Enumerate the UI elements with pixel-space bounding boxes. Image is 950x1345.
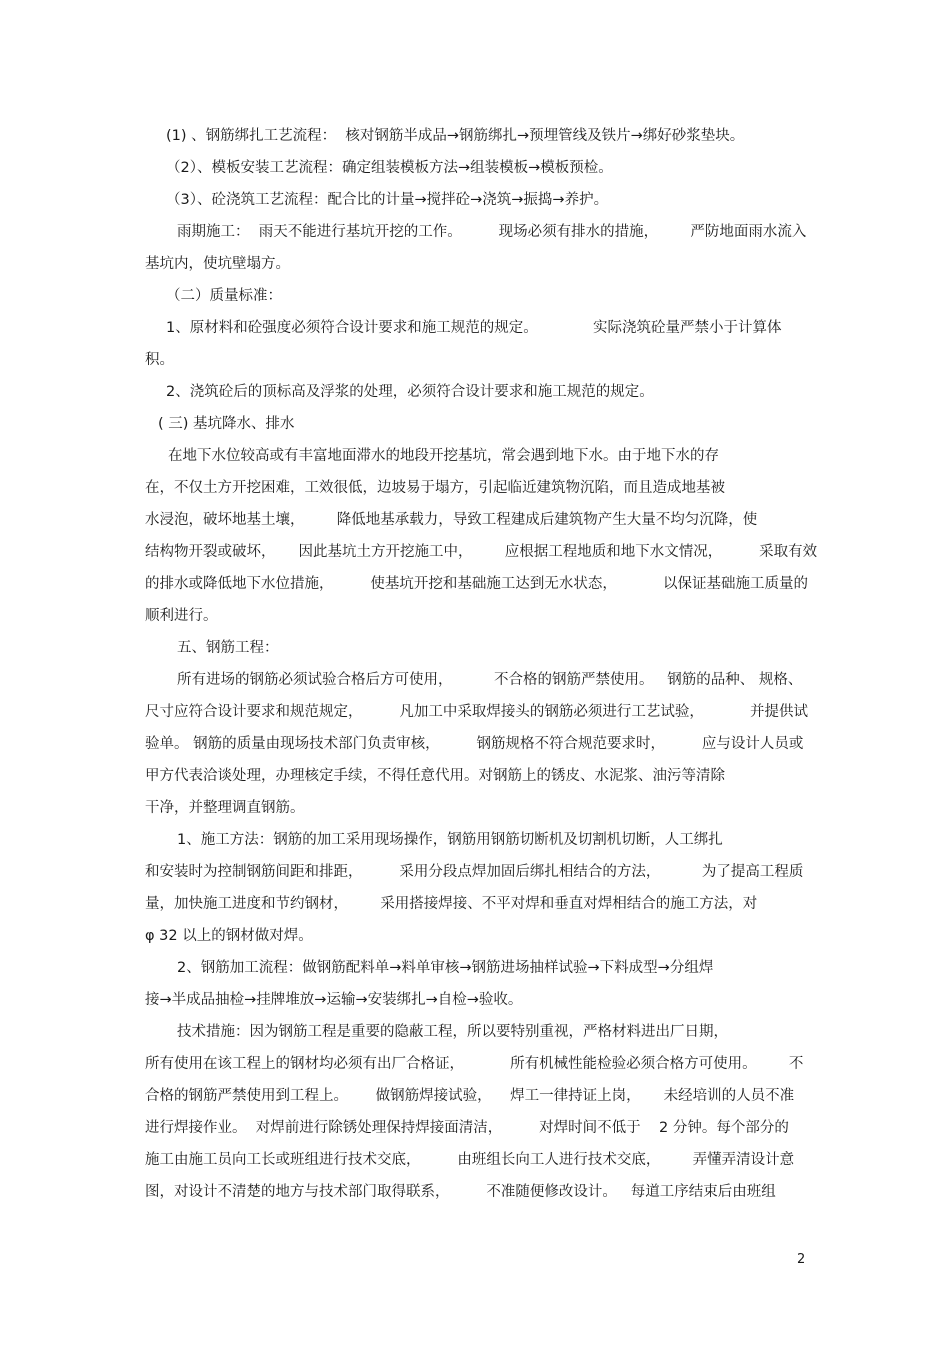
paragraph-line: （3）、砼浇筑工艺流程：配合比的计量→搅拌砼→浇筑→振捣→养护。 bbox=[166, 192, 609, 208]
paragraph-line: 验单。 钢筋的质量由现场技术部门负责审核， 钢筋规格不符合规范要求时， 应与设计人员或 bbox=[145, 736, 804, 752]
paragraph-line: 干净，并整理调直钢筋。 bbox=[145, 800, 305, 816]
paragraph-line: (1) 、钢筋绑扎工艺流程： 核对钢筋半成品→钢筋绑扎→预埋管线及铁片→绑好砂浆垫块。 bbox=[166, 128, 745, 144]
paragraph-line: 1、施工方法：钢筋的加工采用现场操作，钢筋用钢筋切断机及切割机切断，人工绑扎 bbox=[177, 832, 723, 848]
paragraph-line: 顺利进行。 bbox=[145, 608, 218, 624]
paragraph-line: 在地下水位较高或有丰富地面滞水的地段开挖基坑，常会遇到地下水。由于地下水的存 bbox=[168, 448, 719, 464]
paragraph-line: 在，不仅土方开挖困难，工效很低，边坡易于塌方，引起临近建筑物沉陷，而且造成地基被 bbox=[145, 480, 725, 496]
paragraph-line: 的排水或降低地下水位措施， 使基坑开挖和基础施工达到无水状态， 以保证基础施工质量的 bbox=[145, 576, 808, 592]
paragraph-line: 甲方代表洽谈处理，办理核定手续，不得任意代用。对钢筋上的锈皮、水泥浆、油污等清除 bbox=[145, 768, 725, 784]
section-heading: 五、钢筋工程： bbox=[177, 640, 279, 656]
paragraph-line: 量，加快施工进度和节约钢材， 采用搭接焊接、不平对焊和垂直对焊相结合的施工方法，对 bbox=[145, 896, 758, 912]
paragraph-line: 图，对设计不清楚的地方与技术部门取得联系， 不准随便修改设计。 每道工序结束后由班组 bbox=[145, 1184, 776, 1200]
paragraph-line: 结构物开裂或破坏， 因此基坑土方开挖施工中， 应根据工程地质和地下水文情况， 采取有效 bbox=[145, 544, 818, 560]
paragraph-line: 雨期施工： 雨天不能进行基坑开挖的工作。 现场必须有排水的措施， 严防地面雨水流入 bbox=[177, 224, 807, 240]
paragraph-line: 技术措施：因为钢筋工程是重要的隐蔽工程，所以要特别重视，严格材料进出厂日期， bbox=[177, 1024, 728, 1040]
paragraph-line: 积。 bbox=[145, 352, 174, 368]
paragraph-line: 进行焊接作业。 对焊前进行除锈处理保持焊接面清洁， 对焊时间不低于 2 分钟。每个部分的 bbox=[145, 1120, 789, 1136]
paragraph-line: 所有使用在该工程上的钢材均必须有出厂合格证， 所有机械性能检验必须合格方可使用。 不 bbox=[145, 1056, 804, 1072]
paragraph-line: 和安装时为控制钢筋间距和排距， 采用分段点焊加固后绑扎相结合的方法， 为了提高工程质 bbox=[145, 864, 804, 880]
paragraph-line: 2、钢筋加工流程：做钢筋配料单→料单审核→钢筋进场抽样试验→下料成型→分组焊 bbox=[177, 960, 714, 976]
paragraph-line: 2、浇筑砼后的顶标高及浮浆的处理，必须符合设计要求和施工规范的规定。 bbox=[166, 384, 654, 400]
paragraph-line: 合格的钢筋严禁使用到工程上。 做钢筋焊接试验， 焊工一律持证上岗， 未经培训的人员不准 bbox=[145, 1088, 795, 1104]
paragraph-line: 所有进场的钢筋必须试验合格后方可使用， 不合格的钢筋严禁使用。 钢筋的品种、 规格、 bbox=[177, 672, 803, 688]
paragraph-line: 接→半成品抽检→挂牌堆放→运输→安装绑扎→自检→验收。 bbox=[145, 992, 523, 1008]
paragraph-line: 水浸泡，破坏地基土壤， 降低地基承载力，导致工程建成后建筑物产生大量不均匀沉降，使 bbox=[145, 512, 758, 528]
paragraph-line: 1、原材料和砼强度必须符合设计要求和施工规范的规定。 实际浇筑砼量严禁小于计算体 bbox=[166, 320, 782, 336]
paragraph-line: φ 32 以上的钢材做对焊。 bbox=[145, 928, 313, 944]
section-heading: （二）质量标准： bbox=[166, 288, 282, 304]
page-number: 2 bbox=[797, 1252, 806, 1267]
paragraph-line: （2）、模板安装工艺流程：确定组装模板方法→组装模板→模板预检。 bbox=[166, 160, 613, 176]
paragraph-line: 施工由施工员向工长或班组进行技术交底， 由班组长向工人进行技术交底， 弄懂弄清设计意 bbox=[145, 1152, 795, 1168]
section-heading: ( 三) 基坑降水、排水 bbox=[158, 416, 295, 432]
paragraph-line: 基坑内，使坑壁塌方。 bbox=[145, 256, 290, 272]
paragraph-line: 尺寸应符合设计要求和规范规定， 凡加工中采取焊接头的钢筋必须进行工艺试验， 并提供试 bbox=[145, 704, 808, 720]
